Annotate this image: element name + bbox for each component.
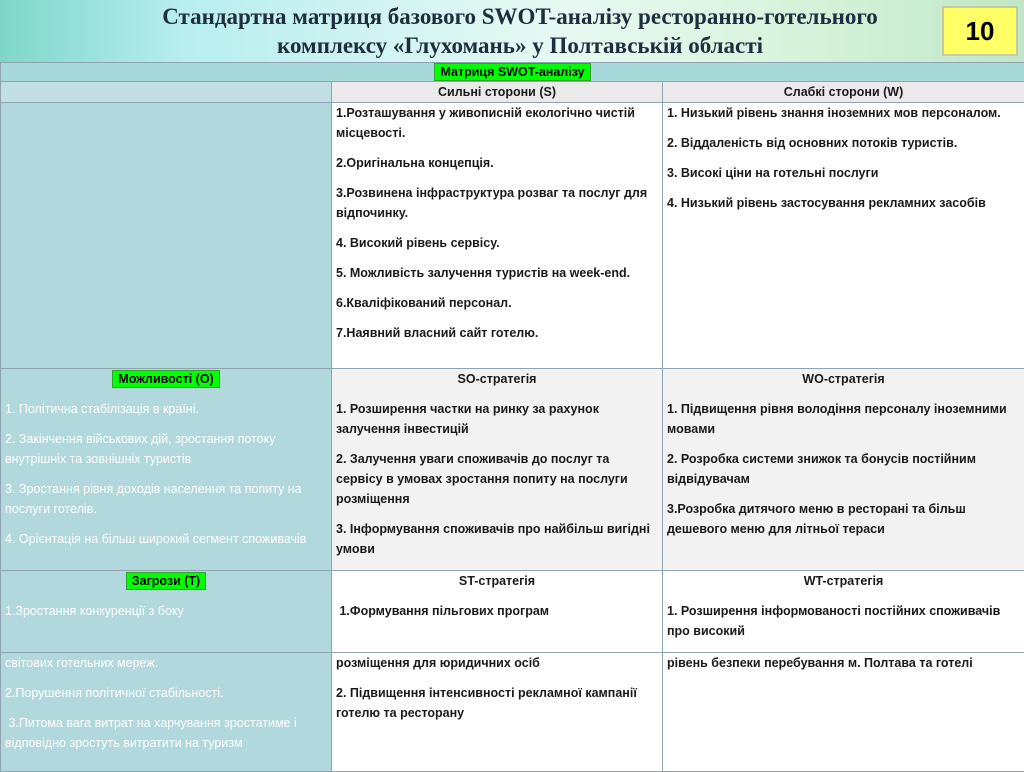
wt-strategy-cell-bottom <box>663 653 1024 772</box>
weaknesses-list <box>663 103 1024 369</box>
list-item: 3. Високі ціни на готельні послуги <box>667 163 1020 183</box>
list-item: 2. Підвищення інтенсивності рекламної кампанії готелю та ресторану <box>336 683 658 723</box>
wo-strategy-cell <box>663 369 1024 571</box>
wt-header: WT-стратегія <box>667 571 1020 591</box>
threats-cell-top <box>1 571 332 653</box>
strengths-header: Сильні сторони (S) <box>332 82 663 103</box>
list-item: 3. Інформування споживачів про найбільш вигідні умови <box>336 519 658 559</box>
so-header: SO-стратегія <box>336 369 658 389</box>
list-item: рівень безпеки перебування м. Полтава та готелі <box>667 653 1020 673</box>
slide-number: 10 <box>942 6 1018 56</box>
sw-row <box>1 103 1024 369</box>
strengths-list <box>332 103 663 369</box>
matrix-heading-row <box>1 63 1024 82</box>
weaknesses-header: Слабкі сторони (W) <box>663 82 1024 103</box>
list-item: 3.Розробка дитячого меню в ресторані та більш дешевого меню для літньої тераси <box>667 499 1020 539</box>
list-item: 1. Політична стабілізація в країні. <box>5 399 327 419</box>
list-item: 1. Розширення частки на ринку за рахунок залучення інвестицій <box>336 399 658 439</box>
list-item: 2. Залучення уваги споживачів до послуг та сервісу в умовах зростання попиту на послуги розміщення <box>336 449 658 509</box>
swot-matrix-table <box>0 62 1024 772</box>
list-item: 2.Порушення політичної стабільності. <box>5 683 327 703</box>
sw-header-row <box>1 82 1024 103</box>
slide-title: Стандартна матриця базового SWOT-аналізу ресторанно-готельного комплексу «Глухомань» у Полтавській області <box>130 2 910 60</box>
matrix-heading: Матриця SWOT-аналізу <box>434 63 590 81</box>
list-item: 6.Кваліфікований персонал. <box>336 293 658 313</box>
st-header: ST-стратегія <box>336 571 658 591</box>
list-item: 1.Розташування у живописній екологічно чистій місцевості. <box>336 103 658 143</box>
list-item: 3.Питома вага витрат на харчування зростатиме і відповідно зростуть витратити на туризм <box>5 713 327 753</box>
list-item: 2. Розробка системи знижок та бонусів постійним відвідувачам <box>667 449 1020 489</box>
slide-header <box>0 0 1024 62</box>
so-strategy-cell <box>332 369 663 571</box>
list-item: 3.Розвинена інфраструктура розваг та послуг для відпочинку. <box>336 183 658 223</box>
list-item: 3. Зростання рівня доходів населення та попиту на послуги готелів. <box>5 479 327 519</box>
list-item: світових готельних мереж. <box>5 653 327 673</box>
list-item: 2. Віддаленість від основних потоків туристів. <box>667 133 1020 153</box>
st-strategy-cell-top <box>332 571 663 653</box>
empty-label-cell <box>1 103 332 369</box>
list-item: розміщення для юридичних осіб <box>336 653 658 673</box>
list-item: 1. Розширення інформованості постійних споживачів про високий <box>667 601 1020 641</box>
opportunities-header: Можливості (О) <box>112 370 219 388</box>
list-item: 1.Формування пільгових програм <box>336 601 658 621</box>
wo-header: WO-стратегія <box>667 369 1020 389</box>
opportunities-cell <box>1 369 332 571</box>
wt-strategy-cell-top <box>663 571 1024 653</box>
opportunities-row <box>1 369 1024 571</box>
corner-cell <box>1 82 332 103</box>
threats-row-bottom <box>1 653 1024 772</box>
threats-row-top <box>1 571 1024 653</box>
list-item: 4. Низький рівень застосування рекламних засобів <box>667 193 1020 213</box>
threats-header: Загрози (Т) <box>126 572 206 590</box>
list-item: 1.Зростання конкуренції з боку <box>5 601 327 621</box>
list-item: 4. Орієнтація на більш широкий сегмент споживачів <box>5 529 327 549</box>
list-item: 4. Високий рівень сервісу. <box>336 233 658 253</box>
list-item: 5. Можливість залучення туристів на week-end. <box>336 263 658 283</box>
list-item: 1. Низький рівень знання іноземних мов персоналом. <box>667 103 1020 123</box>
threats-cell-bottom <box>1 653 332 772</box>
list-item: 2. Закінчення військових дій, зростання потоку внутрішніх та зовнішніх туристів <box>5 429 327 469</box>
list-item: 2.Оригінальна концепція. <box>336 153 658 173</box>
list-item: 7.Наявний власний сайт готелю. <box>336 323 658 343</box>
list-item: 1. Підвищення рівня володіння персоналу іноземними мовами <box>667 399 1020 439</box>
st-strategy-cell-bottom <box>332 653 663 772</box>
